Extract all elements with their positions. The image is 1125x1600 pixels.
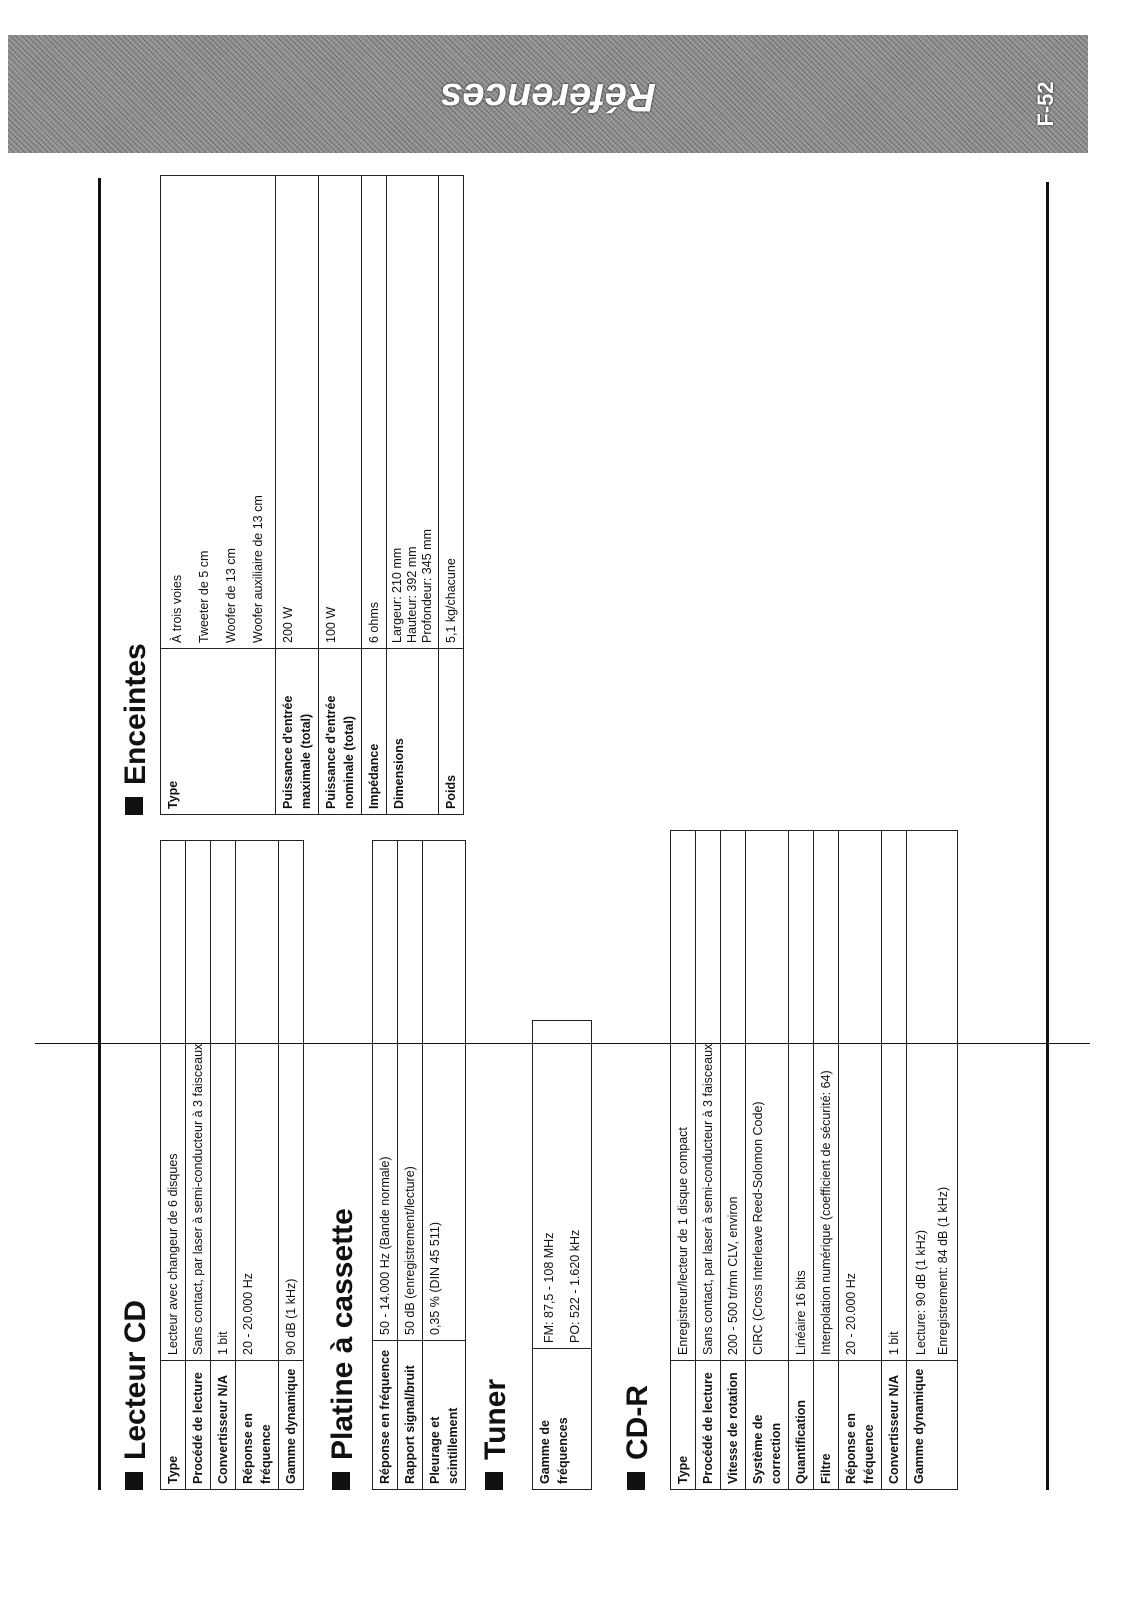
row-value: 1 bit bbox=[211, 841, 236, 1361]
row-label: Réponse en fréquence bbox=[373, 1341, 398, 1490]
table-row bbox=[814, 831, 839, 1490]
table-row bbox=[696, 831, 721, 1490]
bullet-square-icon bbox=[125, 797, 143, 815]
row-label: Filtre bbox=[814, 1361, 839, 1490]
bullet-square-icon bbox=[125, 1472, 143, 1490]
dim-profondeur: Profondeur: 345 mm bbox=[420, 529, 434, 643]
row-value bbox=[533, 1021, 592, 1349]
row-label: Puissance d'entrée maximale (total) bbox=[276, 649, 319, 815]
row-label: Poids bbox=[439, 649, 464, 815]
cdr-dyn-enregistrement: Enregistrement: 84 dB (1 kHz) bbox=[936, 1186, 950, 1355]
row-label: Quantification bbox=[789, 1361, 814, 1490]
tuner-po: PO: 522 - 1.620 kHz bbox=[568, 1229, 582, 1343]
bullet-square-icon bbox=[332, 1472, 350, 1490]
row-label: Procédé de lecture bbox=[186, 1361, 211, 1490]
table-row bbox=[161, 841, 186, 1490]
page-number: F-52 bbox=[1033, 81, 1058, 127]
section-title-cdr bbox=[620, 1385, 656, 1490]
table-row bbox=[319, 176, 362, 815]
row-value: 200 - 500 tr/mn CLV, environ bbox=[721, 831, 746, 1361]
type-tweeter: Tweeter de 5 cm bbox=[197, 550, 211, 643]
row-value: 20 - 20.000 Hz bbox=[839, 831, 882, 1361]
enceintes-table bbox=[160, 175, 464, 815]
row-label: Type bbox=[161, 1361, 186, 1490]
row-value: Interpolation numérique (coefficient de sécurité: 64) bbox=[814, 831, 839, 1361]
row-value: 5,1 kg/chacune bbox=[439, 176, 464, 649]
spec-content bbox=[100, 170, 1060, 1490]
row-label: Rapport signal/bruit bbox=[398, 1341, 423, 1490]
tuner-fm: FM: 87,5 - 108 MHz bbox=[542, 1232, 556, 1343]
type-voies: À trois voies bbox=[170, 574, 184, 643]
section-title-platine bbox=[325, 1208, 361, 1490]
platine-table bbox=[372, 840, 466, 1490]
table-row bbox=[671, 831, 696, 1490]
row-value: Sans contact, par laser à semi-conducteur à 3 faisceaux bbox=[186, 841, 211, 1361]
row-value: Sans contact, par laser à semi-conducteur à 3 faisceaux bbox=[696, 831, 721, 1361]
row-label: Type bbox=[161, 649, 276, 815]
row-label: Convertisseur N/A bbox=[211, 1361, 236, 1490]
table-row bbox=[161, 176, 276, 815]
table-row bbox=[276, 176, 319, 815]
table-row bbox=[439, 176, 464, 815]
row-value: 0,35 % (DIN 45 511) bbox=[423, 841, 466, 1341]
row-value: Enregistreur/lecteur de 1 disque compact bbox=[671, 831, 696, 1361]
row-label: Réponse en fréquence bbox=[236, 1361, 279, 1490]
cdr-dyn-lecture: Lecture: 90 dB (1 kHz) bbox=[914, 1229, 928, 1355]
cdr-title: CD-R bbox=[621, 1385, 654, 1460]
row-value: 100 W bbox=[319, 176, 362, 649]
table-row bbox=[882, 831, 907, 1490]
table-row bbox=[362, 176, 387, 815]
row-label: Gamme dynamique bbox=[279, 1361, 304, 1490]
table-row bbox=[746, 831, 789, 1490]
row-value: 50 - 14.000 Hz (Bande normale) bbox=[373, 841, 398, 1341]
table-row bbox=[373, 841, 398, 1490]
dim-hauteur: Hauteur: 392 mm bbox=[405, 546, 419, 643]
platine-title: Platine à cassette bbox=[326, 1208, 359, 1460]
dim-largeur: Largeur: 210 mm bbox=[390, 547, 404, 643]
section-title-lecteur-cd bbox=[118, 1300, 154, 1490]
header-band bbox=[8, 35, 1088, 153]
row-label: Gamme dynamique bbox=[907, 1361, 958, 1490]
cdr-table bbox=[670, 830, 958, 1490]
table-row bbox=[186, 841, 211, 1490]
row-value bbox=[907, 831, 958, 1361]
row-value bbox=[161, 176, 276, 649]
lecteur-cd-table bbox=[160, 840, 304, 1490]
bullet-square-icon bbox=[485, 1472, 503, 1490]
row-label: Procédé de lecture bbox=[696, 1361, 721, 1490]
table-row bbox=[211, 841, 236, 1490]
row-value: 200 W bbox=[276, 176, 319, 649]
table-row bbox=[907, 831, 958, 1490]
row-value: 1 bit bbox=[882, 831, 907, 1361]
row-value: 6 ohms bbox=[362, 176, 387, 649]
row-value: Lecteur avec changeur de 6 disques bbox=[161, 841, 186, 1361]
row-label: Convertisseur N/A bbox=[882, 1361, 907, 1490]
bullet-square-icon bbox=[627, 1472, 645, 1490]
table-row bbox=[533, 1021, 592, 1490]
row-label: Type bbox=[671, 1361, 696, 1490]
row-label: Réponse en fréquence bbox=[839, 1361, 882, 1490]
table-row bbox=[839, 831, 882, 1490]
row-label: Pleurage et scintillement bbox=[423, 1341, 466, 1490]
table-row bbox=[279, 841, 304, 1490]
row-value: 90 dB (1 kHz) bbox=[279, 841, 304, 1361]
table-row bbox=[721, 831, 746, 1490]
row-value: 20 - 20.000 Hz bbox=[236, 841, 279, 1361]
tuner-title: Tuner bbox=[479, 1378, 512, 1460]
row-value bbox=[387, 176, 439, 649]
row-label: Impédance bbox=[362, 649, 387, 815]
row-label: Puissance d'entrée nominale (total) bbox=[319, 649, 362, 815]
type-woofer-aux: Woofer auxiliaire de 13 cm bbox=[251, 495, 265, 643]
row-value: Linéaire 16 bits bbox=[789, 831, 814, 1361]
table-row bbox=[236, 841, 279, 1490]
lecteur-cd-title: Lecteur CD bbox=[119, 1299, 152, 1460]
row-value: 50 dB (enregistrement/lecture) bbox=[398, 841, 423, 1341]
enceintes-title: Enceintes bbox=[119, 643, 152, 785]
section-header-title: Références bbox=[440, 75, 656, 119]
row-label: Gamme de fréquences bbox=[533, 1349, 592, 1490]
section-title-tuner bbox=[478, 1379, 514, 1490]
table-row bbox=[789, 831, 814, 1490]
row-label: Dimensions bbox=[387, 649, 439, 815]
type-woofer: Woofer de 13 cm bbox=[224, 548, 238, 643]
row-label: Vitesse de rotation bbox=[721, 1361, 746, 1490]
table-row bbox=[423, 841, 466, 1490]
row-label: Système de correction bbox=[746, 1361, 789, 1490]
section-title-enceintes bbox=[118, 643, 154, 815]
table-row bbox=[398, 841, 423, 1490]
row-value: CIRC (Cross Interleave Reed-Solomon Code) bbox=[746, 831, 789, 1361]
table-row bbox=[387, 176, 439, 815]
tuner-table bbox=[532, 1020, 592, 1490]
